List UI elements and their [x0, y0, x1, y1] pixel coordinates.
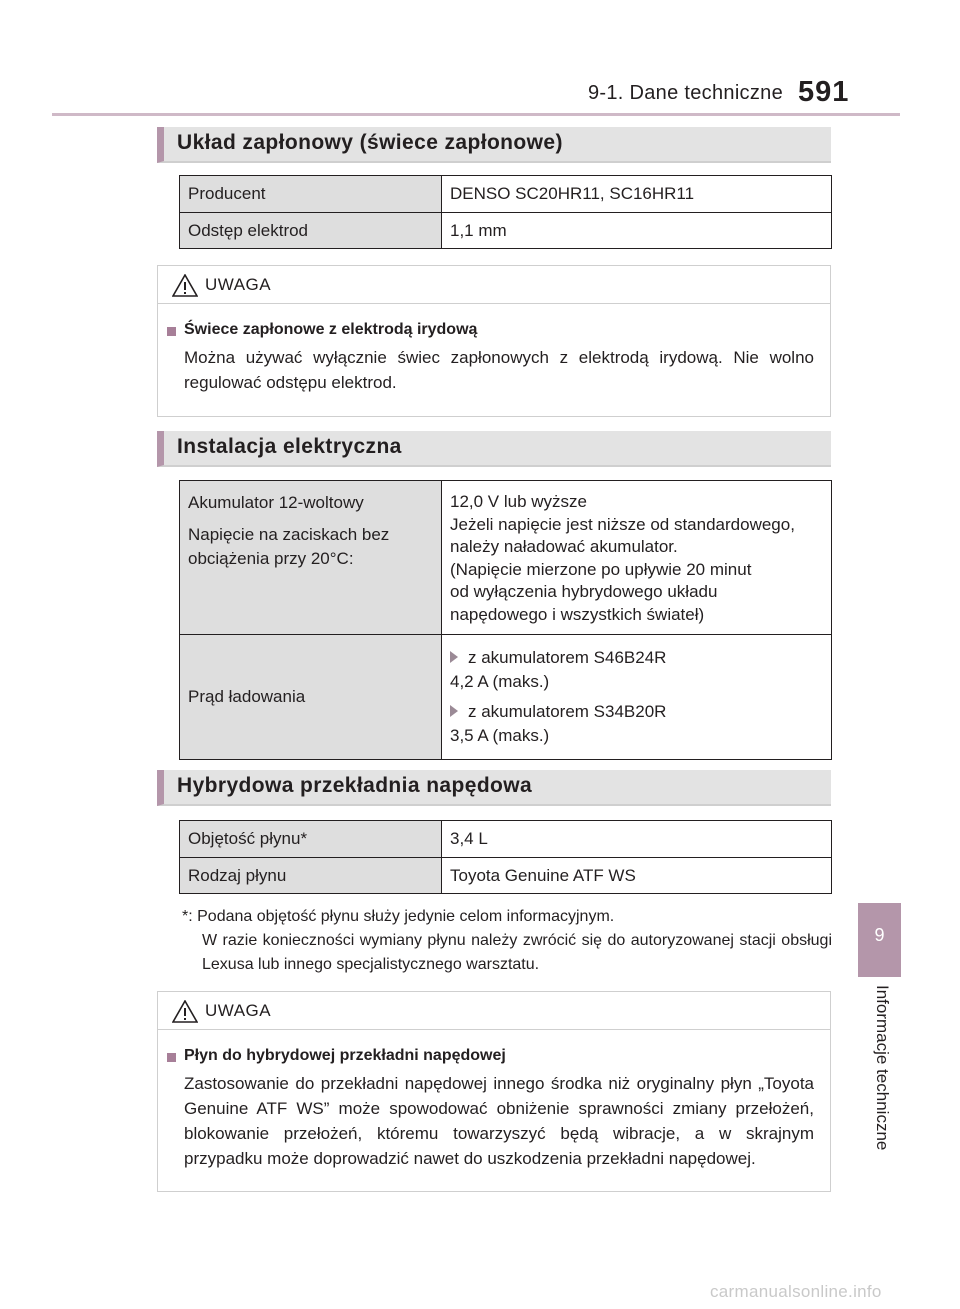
electrical-spec-table: [179, 480, 832, 760]
chapter-label: Informacje techniczne: [873, 985, 892, 1151]
battery-value-line: (Napięcie mierzone po upływie 20 minut: [450, 559, 752, 579]
charging-current: 3,5 A (maks.): [450, 726, 550, 745]
row-label: Producent: [180, 176, 442, 213]
row-value: DENSO SC20HR11, SC16HR11: [442, 176, 832, 213]
row-label: Odstęp elektrod: [180, 213, 442, 249]
bullet-square-icon: [167, 327, 176, 336]
transmission-spec-table: [179, 820, 832, 894]
table-row: [180, 176, 832, 213]
table-row: [180, 858, 832, 894]
warning-title: UWAGA: [205, 275, 272, 294]
footnote-first-line: *: Podana objętość płynu służy jedynie celom informacyjnym.: [182, 908, 615, 925]
row-value: Toyota Genuine ATF WS: [442, 858, 832, 894]
warning-box-spark-plugs: [157, 265, 831, 417]
row-label: Rodzaj płynu: [180, 858, 442, 894]
battery-value-line: 12,0 V lub wyższe: [450, 492, 588, 511]
row-value: 3,4 L: [442, 821, 832, 858]
table-row: [180, 481, 832, 635]
footnote: [182, 905, 832, 977]
chapter-side-label: [862, 985, 894, 1165]
battery-value-line: od wyłączenia hybrydowego układu: [450, 582, 718, 601]
battery-value-line: napędowego i wszystkich świateł): [450, 604, 705, 624]
section-title: Układ zapłonowy (świece zapłonowe): [177, 131, 563, 154]
table-row: [180, 213, 832, 249]
warning-header: [158, 992, 830, 1030]
row-label: Objętość płynu*: [180, 821, 442, 858]
warning-text: Zastosowanie do przekładni napędowej innego środka niż oryginalny płyn „Toyota Genuine ATF WS” może spowodować obniżenie sprawności zmiany przełożeń, blokowanie przełożeń, któremu towarzyszyć będą wibracje, a w skrajnym przypadku może doprowadzić nawet do uszkodzenia przekładni napędowej.: [184, 1074, 814, 1168]
battery-value-line: należy naładować akumulator.: [450, 537, 678, 556]
charging-label: Prąd ładowania: [180, 635, 442, 760]
charging-battery: z akumulatorem S46B24R: [468, 648, 667, 667]
section-heading-electrical: [157, 431, 831, 467]
section-title: Instalacja elektryczna: [177, 435, 402, 458]
warning-header: [158, 266, 830, 304]
warning-item: [184, 321, 814, 395]
charging-item: [450, 700, 823, 724]
footnote-continuation: W razie konieczności wymiany płynu należy zwrócić się do autoryzowanej stacji obsługi Lexusa lub innego specjalistycznego warsztatu.: [202, 932, 832, 973]
section-heading-transmission: [157, 770, 831, 806]
table-row: [180, 635, 832, 760]
chapter-tab: [858, 903, 901, 977]
row-value: 1,1 mm: [442, 213, 832, 249]
ignition-spec-table: [179, 175, 832, 249]
battery-value-cell: [442, 481, 832, 635]
charging-current: 4,2 A (maks.): [450, 672, 550, 691]
warning-heading: Płyn do hybrydowej przekładni napędowej: [184, 1047, 506, 1064]
battery-label-cell: [180, 481, 442, 635]
warning-box-transmission-fluid: [157, 991, 831, 1192]
warning-title: UWAGA: [205, 1001, 272, 1020]
section-title: Hybrydowa przekładnia napędowa: [177, 774, 533, 797]
arrow-right-icon: [450, 705, 458, 717]
warning-item: [184, 1047, 814, 1171]
table-row: [180, 821, 832, 858]
header-divider: [52, 113, 900, 116]
charging-item: [450, 646, 823, 670]
header-section-title: 9-1. Dane techniczne: [588, 82, 784, 104]
page-number: 591: [798, 76, 850, 108]
warning-triangle-icon: [172, 274, 198, 297]
warning-triangle-icon: [172, 1000, 198, 1023]
battery-value-line: Jeżeli napięcie jest niższe od standardowego,: [450, 514, 795, 534]
charging-battery: z akumulatorem S34B20R: [468, 702, 667, 721]
section-heading-ignition: [157, 127, 831, 163]
bullet-square-icon: [167, 1053, 176, 1062]
battery-voltage-label: Napięcie na zaciskach bez obciążenia przy 20°C:: [188, 525, 390, 568]
charging-value-cell: [442, 635, 832, 760]
warning-text: Można używać wyłącznie świec zapłonowych z elektrodą irydową. Nie wolno regulować odstępu elektrod.: [184, 348, 814, 392]
warning-heading: Świece zapłonowe z elektrodą irydową: [184, 321, 478, 338]
watermark: carmanualsonline.info: [710, 1282, 882, 1301]
page-header: [0, 70, 960, 114]
chapter-number: 9: [874, 925, 885, 945]
battery-label: Akumulator 12-woltowy: [188, 493, 364, 512]
arrow-right-icon: [450, 651, 458, 663]
